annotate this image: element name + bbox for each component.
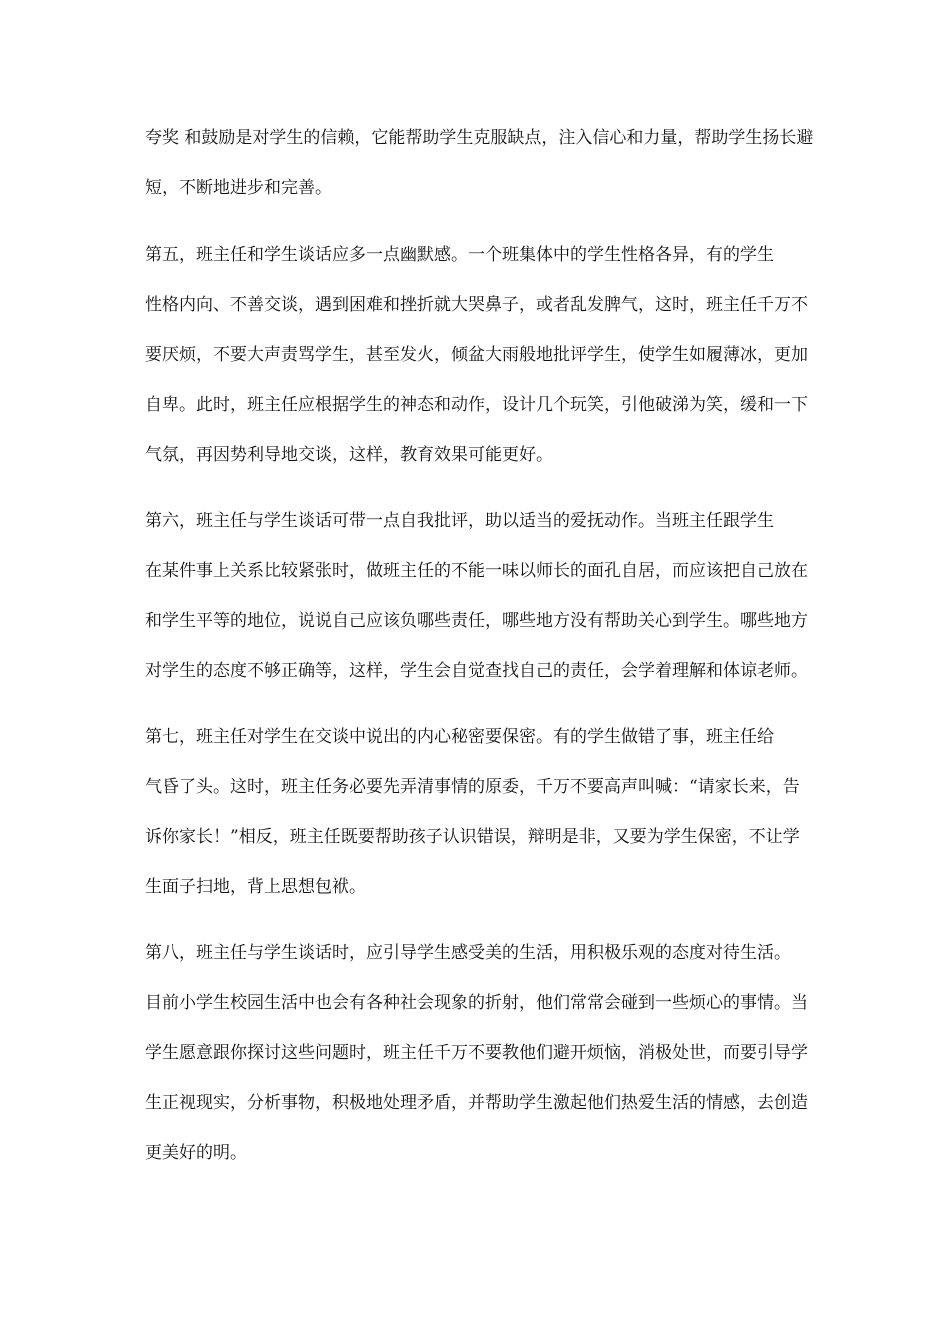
text-line: 第五，班主任和学生谈话应多一点幽默感。一个班集体中的学生性格各异，有的学生 bbox=[145, 245, 774, 265]
text-line: 第六，班主任与学生谈话可带一点自我批评，助以适当的爱抚动作。当班主任跟学生 bbox=[145, 511, 774, 531]
text-line: 更美好的明。 bbox=[145, 1143, 247, 1163]
text-line: 在某件事上关系比较紧张时，做班主任的不能一味以师长的面孔自居，而应该把自己放在 bbox=[145, 561, 808, 581]
text-line: 生正视现实，分析事物，积极地处理矛盾，并帮助学生激起他们热爱生活的情感，去创造 bbox=[145, 1093, 808, 1113]
text-line: 第七，班主任对学生在交谈中说出的内心秘密要保密。有的学生做错了事，班主任给 bbox=[145, 727, 774, 747]
text-line: 要厌烦，不要大声责骂学生，甚至发火，倾盆大雨般地批评学生，使学生如履薄冰，更加 bbox=[145, 345, 808, 365]
text-line: 对学生的态度不够正确等，这样，学生会自觉查找自己的责任，会学着理解和体谅老师。 bbox=[145, 661, 808, 681]
text-line: 诉你家长！”相反，班主任既要帮助孩子认识错误，辩明是非，又要为学生保密，不让学 bbox=[145, 827, 800, 847]
text-line: 第八，班主任与学生谈话时，应引导学生感受美的生活，用积极乐观的态度对待生活。 bbox=[145, 943, 791, 963]
text-line: 学生愿意跟你探讨这些问题时，班主任千万不要教他们避开烦恼，消极处世，而要引导学 bbox=[145, 1043, 808, 1063]
text-line: 短，不断地进步和完善。 bbox=[145, 178, 332, 198]
text-line: 性格内向、不善交谈，遇到困难和挫折就大哭鼻子，或者乱发脾气，这时，班主任千万不 bbox=[145, 295, 808, 315]
text-line: 气昏了头。这时，班主任务必要先弄清事情的原委，千万不要高声叫喊：“请家长来，告 bbox=[145, 777, 800, 797]
text-line: 自卑。此时，班主任应根据学生的神态和动作，设计几个玩笑，引他破涕为笑，缓和一下 bbox=[145, 395, 808, 415]
text-line: 生面子扫地，背上思想包袱。 bbox=[145, 877, 366, 897]
text-line: 夸奖 和鼓励是对学生的信赖，它能帮助学生克服缺点，注入信心和力量，帮助学生扬长避 bbox=[145, 128, 814, 148]
text-line: 和学生平等的地位，说说自己应该负哪些责任，哪些地方没有帮助关心到学生。哪些地方 bbox=[145, 611, 808, 631]
text-line: 气氛，再因势利导地交谈，这样，教育效果可能更好。 bbox=[145, 445, 553, 465]
text-line: 目前小学生校园生活中也会有各种社会现象的折射，他们常常会碰到一些烦心的事情。当 bbox=[145, 993, 808, 1013]
